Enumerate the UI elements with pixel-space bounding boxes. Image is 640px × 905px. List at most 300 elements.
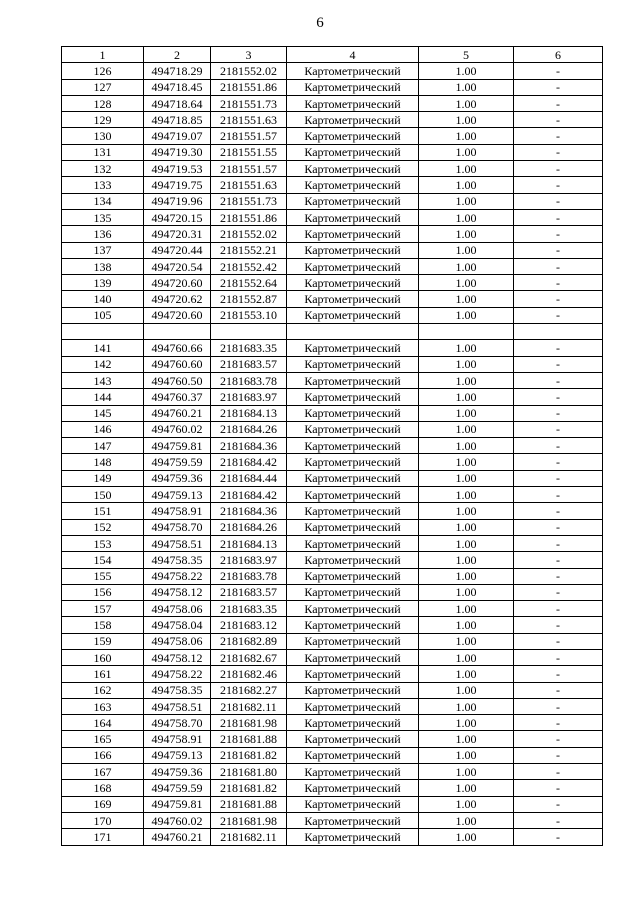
separator-row	[62, 324, 603, 340]
y-coordinate-cell: 2181681.88	[211, 731, 287, 747]
point-number-cell: 168	[62, 780, 144, 796]
method-cell: Картометрический	[287, 487, 419, 503]
point-number-cell: 169	[62, 796, 144, 812]
y-coordinate-cell: 2181684.26	[211, 421, 287, 437]
point-number-cell: 145	[62, 405, 144, 421]
point-number-cell: 164	[62, 715, 144, 731]
method-cell: Картометрический	[287, 764, 419, 780]
point-number-cell: 139	[62, 275, 144, 291]
y-coordinate-cell: 2181684.13	[211, 535, 287, 551]
y-coordinate-cell: 2181682.89	[211, 633, 287, 649]
method-cell: Картометрический	[287, 177, 419, 193]
x-coordinate-cell: 494720.62	[144, 291, 211, 307]
x-coordinate-cell: 494720.60	[144, 275, 211, 291]
accuracy-cell: 1.00	[419, 552, 514, 568]
x-coordinate-cell: 494760.66	[144, 340, 211, 356]
x-coordinate-cell: 494758.70	[144, 715, 211, 731]
point-number-cell: 165	[62, 731, 144, 747]
table-row	[62, 519, 603, 535]
table-row	[62, 649, 603, 665]
method-cell: Картометрический	[287, 356, 419, 372]
y-coordinate-cell: 2181681.80	[211, 764, 287, 780]
empty-cell	[287, 324, 419, 340]
accuracy-cell: 1.00	[419, 421, 514, 437]
accuracy-cell: 1.00	[419, 764, 514, 780]
note-cell: -	[514, 666, 603, 682]
accuracy-cell: 1.00	[419, 747, 514, 763]
method-cell: Картометрический	[287, 144, 419, 160]
x-coordinate-cell: 494760.02	[144, 812, 211, 828]
accuracy-cell: 1.00	[419, 812, 514, 828]
accuracy-cell: 1.00	[419, 307, 514, 323]
method-cell: Картометрический	[287, 829, 419, 845]
note-cell: -	[514, 95, 603, 111]
note-cell: -	[514, 405, 603, 421]
accuracy-cell: 1.00	[419, 63, 514, 79]
method-cell: Картометрический	[287, 193, 419, 209]
y-coordinate-cell: 2181551.86	[211, 209, 287, 225]
method-cell: Картометрический	[287, 128, 419, 144]
note-cell: -	[514, 601, 603, 617]
note-cell: -	[514, 291, 603, 307]
x-coordinate-cell: 494758.91	[144, 731, 211, 747]
accuracy-cell: 1.00	[419, 519, 514, 535]
method-cell: Картометрический	[287, 372, 419, 388]
point-number-cell: 162	[62, 682, 144, 698]
x-coordinate-cell: 494720.54	[144, 258, 211, 274]
accuracy-cell: 1.00	[419, 291, 514, 307]
note-cell: -	[514, 340, 603, 356]
method-cell: Картометрический	[287, 454, 419, 470]
table-row	[62, 291, 603, 307]
accuracy-cell: 1.00	[419, 503, 514, 519]
accuracy-cell: 1.00	[419, 95, 514, 111]
point-number-cell: 156	[62, 584, 144, 600]
table-row	[62, 389, 603, 405]
accuracy-cell: 1.00	[419, 112, 514, 128]
method-cell: Картометрический	[287, 796, 419, 812]
y-coordinate-cell: 2181551.63	[211, 112, 287, 128]
note-cell: -	[514, 584, 603, 600]
x-coordinate-cell: 494720.60	[144, 307, 211, 323]
table-row	[62, 454, 603, 470]
x-coordinate-cell: 494759.36	[144, 764, 211, 780]
accuracy-cell: 1.00	[419, 79, 514, 95]
method-cell: Картометрический	[287, 209, 419, 225]
y-coordinate-cell: 2181552.02	[211, 226, 287, 242]
y-coordinate-cell: 2181551.55	[211, 144, 287, 160]
y-coordinate-cell: 2181553.10	[211, 307, 287, 323]
accuracy-cell: 1.00	[419, 340, 514, 356]
point-number-cell: 151	[62, 503, 144, 519]
y-coordinate-cell: 2181682.46	[211, 666, 287, 682]
table-row	[62, 780, 603, 796]
table-row	[62, 340, 603, 356]
note-cell: -	[514, 242, 603, 258]
accuracy-cell: 1.00	[419, 780, 514, 796]
accuracy-cell: 1.00	[419, 698, 514, 714]
column-header: 5	[419, 47, 514, 63]
x-coordinate-cell: 494718.64	[144, 95, 211, 111]
note-cell: -	[514, 487, 603, 503]
note-cell: -	[514, 747, 603, 763]
y-coordinate-cell: 2181551.73	[211, 193, 287, 209]
method-cell: Картометрический	[287, 421, 419, 437]
point-number-cell: 129	[62, 112, 144, 128]
accuracy-cell: 1.00	[419, 829, 514, 845]
accuracy-cell: 1.00	[419, 258, 514, 274]
x-coordinate-cell: 494719.53	[144, 161, 211, 177]
empty-cell	[62, 324, 144, 340]
point-number-cell: 128	[62, 95, 144, 111]
x-coordinate-cell: 494758.70	[144, 519, 211, 535]
table-row	[62, 796, 603, 812]
point-number-cell: 127	[62, 79, 144, 95]
method-cell: Картометрический	[287, 503, 419, 519]
x-coordinate-cell: 494758.35	[144, 552, 211, 568]
method-cell: Картометрический	[287, 715, 419, 731]
note-cell: -	[514, 128, 603, 144]
point-number-cell: 150	[62, 487, 144, 503]
table-row	[62, 421, 603, 437]
point-number-cell: 157	[62, 601, 144, 617]
column-header: 4	[287, 47, 419, 63]
point-number-cell: 154	[62, 552, 144, 568]
x-coordinate-cell: 494758.06	[144, 633, 211, 649]
y-coordinate-cell: 2181552.21	[211, 242, 287, 258]
x-coordinate-cell: 494758.35	[144, 682, 211, 698]
table-body	[62, 63, 603, 845]
note-cell: -	[514, 568, 603, 584]
point-number-cell: 144	[62, 389, 144, 405]
accuracy-cell: 1.00	[419, 715, 514, 731]
x-coordinate-cell: 494758.06	[144, 601, 211, 617]
note-cell: -	[514, 356, 603, 372]
method-cell: Картометрический	[287, 552, 419, 568]
accuracy-cell: 1.00	[419, 242, 514, 258]
x-coordinate-cell: 494718.85	[144, 112, 211, 128]
accuracy-cell: 1.00	[419, 161, 514, 177]
note-cell: -	[514, 258, 603, 274]
x-coordinate-cell: 494759.36	[144, 470, 211, 486]
x-coordinate-cell: 494720.15	[144, 209, 211, 225]
x-coordinate-cell: 494758.12	[144, 584, 211, 600]
empty-cell	[514, 324, 603, 340]
accuracy-cell: 1.00	[419, 633, 514, 649]
note-cell: -	[514, 144, 603, 160]
table-row	[62, 209, 603, 225]
point-number-cell: 130	[62, 128, 144, 144]
x-coordinate-cell: 494759.59	[144, 780, 211, 796]
table-row	[62, 584, 603, 600]
method-cell: Картометрический	[287, 812, 419, 828]
point-number-cell: 105	[62, 307, 144, 323]
x-coordinate-cell: 494758.51	[144, 698, 211, 714]
x-coordinate-cell: 494758.22	[144, 568, 211, 584]
x-coordinate-cell: 494758.04	[144, 617, 211, 633]
accuracy-cell: 1.00	[419, 601, 514, 617]
note-cell: -	[514, 764, 603, 780]
method-cell: Картометрический	[287, 682, 419, 698]
accuracy-cell: 1.00	[419, 731, 514, 747]
column-header: 3	[211, 47, 287, 63]
table-row	[62, 372, 603, 388]
accuracy-cell: 1.00	[419, 568, 514, 584]
method-cell: Картометрический	[287, 258, 419, 274]
x-coordinate-cell: 494760.37	[144, 389, 211, 405]
accuracy-cell: 1.00	[419, 356, 514, 372]
note-cell: -	[514, 112, 603, 128]
accuracy-cell: 1.00	[419, 584, 514, 600]
y-coordinate-cell: 2181683.78	[211, 372, 287, 388]
note-cell: -	[514, 698, 603, 714]
coordinates-table	[61, 46, 603, 846]
table-row	[62, 568, 603, 584]
point-number-cell: 136	[62, 226, 144, 242]
point-number-cell: 149	[62, 470, 144, 486]
table-row	[62, 633, 603, 649]
table-row	[62, 193, 603, 209]
x-coordinate-cell: 494758.91	[144, 503, 211, 519]
table-row	[62, 356, 603, 372]
y-coordinate-cell: 2181681.82	[211, 780, 287, 796]
method-cell: Картометрический	[287, 438, 419, 454]
x-coordinate-cell: 494720.31	[144, 226, 211, 242]
y-coordinate-cell: 2181683.97	[211, 552, 287, 568]
table-row	[62, 438, 603, 454]
point-number-cell: 133	[62, 177, 144, 193]
point-number-cell: 158	[62, 617, 144, 633]
point-number-cell: 160	[62, 649, 144, 665]
y-coordinate-cell: 2181684.44	[211, 470, 287, 486]
x-coordinate-cell: 494719.96	[144, 193, 211, 209]
note-cell: -	[514, 535, 603, 551]
method-cell: Картометрический	[287, 535, 419, 551]
x-coordinate-cell: 494760.21	[144, 405, 211, 421]
table-row	[62, 79, 603, 95]
method-cell: Картометрический	[287, 226, 419, 242]
accuracy-cell: 1.00	[419, 144, 514, 160]
note-cell: -	[514, 63, 603, 79]
table-row	[62, 682, 603, 698]
accuracy-cell: 1.00	[419, 389, 514, 405]
note-cell: -	[514, 226, 603, 242]
table-row	[62, 503, 603, 519]
table-row	[62, 144, 603, 160]
point-number-cell: 132	[62, 161, 144, 177]
point-number-cell: 146	[62, 421, 144, 437]
method-cell: Картометрический	[287, 666, 419, 682]
x-coordinate-cell: 494760.60	[144, 356, 211, 372]
note-cell: -	[514, 193, 603, 209]
point-number-cell: 171	[62, 829, 144, 845]
point-number-cell: 167	[62, 764, 144, 780]
point-number-cell: 152	[62, 519, 144, 535]
method-cell: Картометрический	[287, 780, 419, 796]
method-cell: Картометрический	[287, 63, 419, 79]
table-row	[62, 715, 603, 731]
y-coordinate-cell: 2181684.13	[211, 405, 287, 421]
y-coordinate-cell: 2181552.42	[211, 258, 287, 274]
table-row	[62, 601, 603, 617]
note-cell: -	[514, 503, 603, 519]
table-row	[62, 258, 603, 274]
note-cell: -	[514, 552, 603, 568]
point-number-cell: 153	[62, 535, 144, 551]
table-row	[62, 698, 603, 714]
accuracy-cell: 1.00	[419, 275, 514, 291]
accuracy-cell: 1.00	[419, 177, 514, 193]
table-row	[62, 177, 603, 193]
method-cell: Картометрический	[287, 79, 419, 95]
y-coordinate-cell: 2181683.78	[211, 568, 287, 584]
x-coordinate-cell: 494759.81	[144, 796, 211, 812]
y-coordinate-cell: 2181682.67	[211, 649, 287, 665]
method-cell: Картометрический	[287, 291, 419, 307]
y-coordinate-cell: 2181551.57	[211, 161, 287, 177]
note-cell: -	[514, 421, 603, 437]
accuracy-cell: 1.00	[419, 372, 514, 388]
x-coordinate-cell: 494758.12	[144, 649, 211, 665]
note-cell: -	[514, 209, 603, 225]
note-cell: -	[514, 682, 603, 698]
accuracy-cell: 1.00	[419, 649, 514, 665]
note-cell: -	[514, 161, 603, 177]
method-cell: Картометрический	[287, 633, 419, 649]
table-row	[62, 812, 603, 828]
point-number-cell: 141	[62, 340, 144, 356]
table-row	[62, 112, 603, 128]
method-cell: Картометрический	[287, 95, 419, 111]
table-row	[62, 405, 603, 421]
point-number-cell: 126	[62, 63, 144, 79]
empty-cell	[211, 324, 287, 340]
method-cell: Картометрический	[287, 519, 419, 535]
x-coordinate-cell: 494720.44	[144, 242, 211, 258]
point-number-cell: 163	[62, 698, 144, 714]
table-row	[62, 275, 603, 291]
method-cell: Картометрический	[287, 617, 419, 633]
method-cell: Картометрический	[287, 340, 419, 356]
table-row	[62, 552, 603, 568]
table-row	[62, 242, 603, 258]
accuracy-cell: 1.00	[419, 438, 514, 454]
table-row	[62, 747, 603, 763]
note-cell: -	[514, 372, 603, 388]
note-cell: -	[514, 389, 603, 405]
point-number-cell: 155	[62, 568, 144, 584]
y-coordinate-cell: 2181684.42	[211, 454, 287, 470]
note-cell: -	[514, 633, 603, 649]
method-cell: Картометрический	[287, 601, 419, 617]
method-cell: Картометрический	[287, 275, 419, 291]
y-coordinate-cell: 2181551.63	[211, 177, 287, 193]
y-coordinate-cell: 2181681.98	[211, 812, 287, 828]
table-row	[62, 764, 603, 780]
point-number-cell: 166	[62, 747, 144, 763]
accuracy-cell: 1.00	[419, 682, 514, 698]
method-cell: Картометрический	[287, 242, 419, 258]
table-row	[62, 63, 603, 79]
y-coordinate-cell: 2181683.35	[211, 601, 287, 617]
accuracy-cell: 1.00	[419, 617, 514, 633]
empty-cell	[144, 324, 211, 340]
note-cell: -	[514, 470, 603, 486]
y-coordinate-cell: 2181684.42	[211, 487, 287, 503]
x-coordinate-cell: 494758.51	[144, 535, 211, 551]
point-number-cell: 161	[62, 666, 144, 682]
method-cell: Картометрический	[287, 649, 419, 665]
method-cell: Картометрический	[287, 470, 419, 486]
accuracy-cell: 1.00	[419, 454, 514, 470]
point-number-cell: 147	[62, 438, 144, 454]
note-cell: -	[514, 438, 603, 454]
point-number-cell: 159	[62, 633, 144, 649]
accuracy-cell: 1.00	[419, 226, 514, 242]
table-row	[62, 829, 603, 845]
y-coordinate-cell: 2181684.36	[211, 438, 287, 454]
x-coordinate-cell: 494760.21	[144, 829, 211, 845]
point-number-cell: 134	[62, 193, 144, 209]
y-coordinate-cell: 2181551.57	[211, 128, 287, 144]
column-header: 2	[144, 47, 211, 63]
x-coordinate-cell: 494760.02	[144, 421, 211, 437]
x-coordinate-cell: 494719.75	[144, 177, 211, 193]
method-cell: Картометрический	[287, 161, 419, 177]
method-cell: Картометрический	[287, 584, 419, 600]
y-coordinate-cell: 2181684.36	[211, 503, 287, 519]
y-coordinate-cell: 2181681.98	[211, 715, 287, 731]
method-cell: Картометрический	[287, 112, 419, 128]
y-coordinate-cell: 2181681.88	[211, 796, 287, 812]
y-coordinate-cell: 2181552.87	[211, 291, 287, 307]
x-coordinate-cell: 494759.59	[144, 454, 211, 470]
x-coordinate-cell: 494719.30	[144, 144, 211, 160]
x-coordinate-cell: 494718.45	[144, 79, 211, 95]
note-cell: -	[514, 275, 603, 291]
empty-cell	[419, 324, 514, 340]
method-cell: Картометрический	[287, 307, 419, 323]
note-cell: -	[514, 715, 603, 731]
table-row	[62, 470, 603, 486]
note-cell: -	[514, 731, 603, 747]
y-coordinate-cell: 2181682.11	[211, 698, 287, 714]
note-cell: -	[514, 829, 603, 845]
point-number-cell: 170	[62, 812, 144, 828]
y-coordinate-cell: 2181684.26	[211, 519, 287, 535]
point-number-cell: 148	[62, 454, 144, 470]
x-coordinate-cell: 494759.13	[144, 487, 211, 503]
table-row	[62, 731, 603, 747]
table-row	[62, 95, 603, 111]
accuracy-cell: 1.00	[419, 128, 514, 144]
y-coordinate-cell: 2181682.27	[211, 682, 287, 698]
note-cell: -	[514, 812, 603, 828]
x-coordinate-cell: 494760.50	[144, 372, 211, 388]
y-coordinate-cell: 2181551.73	[211, 95, 287, 111]
x-coordinate-cell: 494718.29	[144, 63, 211, 79]
page-number: 6	[316, 15, 324, 31]
table-row	[62, 487, 603, 503]
y-coordinate-cell: 2181683.12	[211, 617, 287, 633]
method-cell: Картометрический	[287, 405, 419, 421]
accuracy-cell: 1.00	[419, 666, 514, 682]
accuracy-cell: 1.00	[419, 796, 514, 812]
y-coordinate-cell: 2181683.35	[211, 340, 287, 356]
accuracy-cell: 1.00	[419, 470, 514, 486]
point-number-cell: 142	[62, 356, 144, 372]
accuracy-cell: 1.00	[419, 535, 514, 551]
